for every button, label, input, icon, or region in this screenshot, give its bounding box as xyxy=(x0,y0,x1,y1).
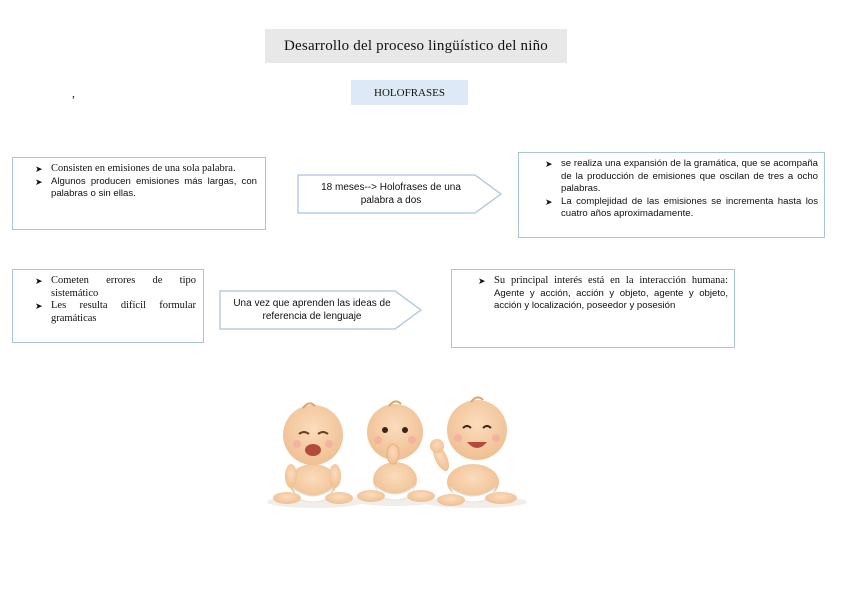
row2-arrow-text: Una vez que aprenden las ideas de referencia de lenguaje xyxy=(233,298,391,322)
arrow-bullet-icon: ➤ xyxy=(35,301,43,311)
arrow-bullet-icon: ➤ xyxy=(35,176,43,187)
row1-arrow-shape xyxy=(297,174,503,214)
list-item: ➤ La complejidad de las emisiones se incrementa hasta los cuatro años aproximadamente. xyxy=(545,195,818,219)
list-item: ➤ Les resulta difícil formular gramáticas xyxy=(35,300,196,324)
arrow-bullet-icon: ➤ xyxy=(545,196,553,207)
row1-right-box xyxy=(518,152,825,238)
arrow-bullet-icon: ➤ xyxy=(35,276,43,286)
arrow-bullet-icon: ➤ xyxy=(35,164,43,174)
curious-baby-icon xyxy=(357,401,435,502)
arrow-bullet-icon: ➤ xyxy=(478,276,486,286)
row2-left-box xyxy=(12,269,204,343)
row1-left-box xyxy=(12,157,266,230)
list-item: ➤ Cometen errores de tipo sistemático xyxy=(35,275,196,299)
three-babies-icon xyxy=(265,380,527,535)
crying-baby-icon xyxy=(273,403,353,504)
row2-right-box xyxy=(451,269,735,348)
list-item: ➤ Su principal interés está en la interacción humana: Agente y acción, acción y objeto, agente y objeto, acción y localización, poseedor y posesión xyxy=(478,275,728,311)
row1-arrow-text: 18 meses--> Holofrases de una palabra a dos xyxy=(321,182,461,206)
page-title: Desarrollo del proceso lingüístico del niño xyxy=(265,29,567,63)
row2-arrow-shape xyxy=(219,290,423,330)
section-subtitle: HOLOFRASES xyxy=(351,80,468,105)
list-item: ➤ Algunos producen emisiones más largas, con palabras o sin ellas. xyxy=(35,175,257,199)
stray-mark: , xyxy=(72,86,75,100)
list-item: ➤ se realiza una expansión de la gramática, que se acompaña de la producción de emisiones que oscilan de tres a ocho palabras. xyxy=(545,158,818,194)
arrow-bullet-icon: ➤ xyxy=(545,159,553,169)
list-item: ➤ Consisten en emisiones de una sola palabra. xyxy=(35,163,236,174)
babies-illustration xyxy=(265,380,527,535)
waving-baby-icon xyxy=(430,397,517,506)
